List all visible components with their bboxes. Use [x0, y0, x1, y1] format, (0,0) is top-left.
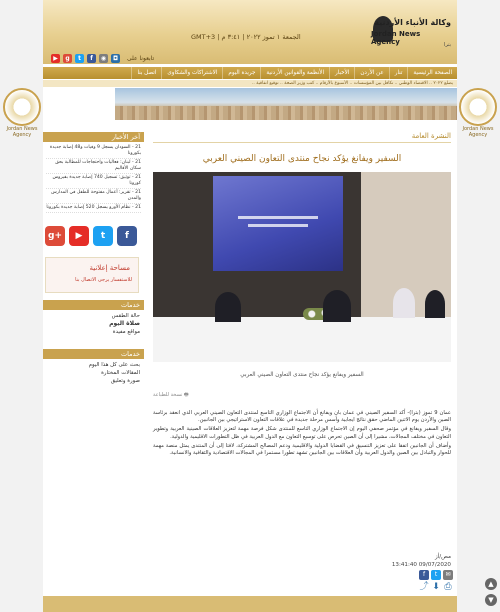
print-link[interactable]	[153, 392, 189, 400]
service-item-links[interactable]: مواقع مفيدة	[112, 329, 140, 335]
article-photo	[153, 172, 451, 362]
right-emblem-logo: Jordan News Agency	[458, 88, 498, 148]
article-tools	[419, 582, 453, 592]
twitter-share-icon[interactable]: t	[431, 570, 441, 580]
nav-item-contact[interactable]: اتصل بنا	[131, 67, 161, 79]
photo-caption: السفير ويفانغ يؤكد نجاح منتدى التعاون الصيني العربي	[240, 372, 364, 378]
agency-subtitle: بترا	[443, 42, 451, 48]
agency-logo[interactable]	[371, 16, 451, 52]
youtube-icon[interactable]: ▶	[69, 226, 89, 246]
news-ticker[interactable]: يضلع ٢٠٢٢ .. الاقتصاد الوطني .. تكافل بين المؤسسات .. الأسبوع بالأرقام .. كتب وزير الصحة .. توقيع اتفاقية ..	[43, 80, 457, 87]
site-footer	[43, 596, 457, 612]
agency-name-en: Jordan News Agency	[371, 30, 421, 46]
instagram-icon[interactable]: ◘	[112, 55, 119, 62]
projector-screen	[213, 176, 343, 271]
facebook-icon[interactable]: f	[87, 54, 96, 63]
share-icon[interactable]: ⤴	[419, 582, 429, 592]
article-paragraph: وأضاف أن الجانبين اتفقا على تعزيز التنسيق في القضايا الدولية والاقليمية ودعم المصالح المشتركة، لافتا إلى أن المنتدى يمثل منصة مهمة للحوار والتبادل بين الصين والدول العربية وأن العلاقات بين الجانبين تشهد تطورا مستمرا في المجالات الاقتصادية والثقافية والانسانية.	[153, 442, 451, 457]
latest-news-item[interactable]: 21 - لبنان: فعاليات واحتجاجات للمطالبة بحق سكان الأقاليم	[46, 159, 141, 174]
share-buttons	[419, 570, 453, 580]
breadcrumb[interactable]: النشرة العامة	[411, 132, 451, 140]
article-title: السفير ويفانغ يؤكد نجاح منتدى التعاون الصيني العربي	[202, 154, 402, 164]
rss-icon[interactable]: ◉	[100, 55, 107, 62]
service2-item[interactable]: المقالات المختارة	[101, 370, 140, 376]
latest-news-item[interactable]: 21 - تقرير: أعمال مفتوحة للطفل في المدارس والمدن	[46, 189, 141, 204]
article-timestamp: 09/07/2020 13:41:40	[391, 562, 451, 568]
services2-list	[43, 361, 144, 385]
latest-news-heading: آخر الأخبار	[43, 132, 144, 142]
scroll-up-icon[interactable]: ▲	[485, 578, 497, 590]
latest-news-item[interactable]: 21 - السودان يسجل 9 وفيات و48 إصابة جديدة بكورونا	[46, 144, 141, 159]
article-editor: مص/أز	[435, 554, 451, 560]
service2-item[interactable]: بحث على كل هذا اليوم	[88, 362, 140, 368]
breadcrumb-divider	[153, 142, 451, 143]
nav-item-about-jordan[interactable]: عن الأردن	[354, 67, 388, 79]
services2-heading: خدمات	[43, 349, 144, 359]
follow-us-label: تابعونا على	[127, 55, 155, 62]
main-nav	[43, 67, 457, 79]
service-item-weather[interactable]: حالة الطقس	[111, 313, 140, 319]
left-emblem-logo: Jordan News Agency	[2, 88, 42, 148]
print-label: نسخة للطباعة	[153, 392, 183, 398]
article-paragraph: وقال السفير ويفانغ في مؤتمر صحفي اليوم إن الاجتماع الوزاري التاسع للمنتدى شكل فرصة مهمة لتعزيز العلاقات الصينية العربية وتطوير التعاون في مختلف المجالات، مشيرا إلى أن الصين تحرص على توسيع التعاون مع الدول العربية في ظل التطورات الاقليمية والدولية.	[153, 426, 451, 440]
page-container	[43, 0, 457, 612]
sidebar	[43, 132, 144, 215]
nav-item-subscriptions[interactable]: الاشتراكات والشكاوى	[161, 67, 222, 79]
nav-item-news[interactable]: الأخبار	[329, 67, 354, 79]
header-social-links	[51, 54, 154, 63]
city-banner-image	[115, 88, 457, 120]
facebook-icon[interactable]: f	[117, 226, 137, 246]
facebook-share-icon[interactable]: f	[419, 570, 429, 580]
sidebar-social-links	[45, 226, 137, 246]
site-header	[43, 0, 457, 64]
print-tool-icon[interactable]: ⎙	[444, 582, 452, 592]
twitter-icon[interactable]: t	[75, 54, 84, 63]
email-share-icon[interactable]: ✉	[443, 570, 453, 580]
latest-news-list	[43, 142, 144, 215]
latest-news-item[interactable]: 21 - توثيق: تسجيل 740 إصابة جديدة بفيروس كورونا	[46, 174, 141, 189]
ad-space[interactable]	[45, 257, 139, 293]
googleplus-icon[interactable]: g+	[45, 226, 65, 246]
youtube-icon[interactable]: ▶	[51, 54, 60, 63]
nav-item-home[interactable]: الصفحة الرئيسية	[407, 67, 457, 79]
twitter-icon[interactable]: t	[93, 226, 113, 246]
ad-subtitle: للاستفسار يرجى الاتصال بنا	[75, 277, 132, 283]
services-list	[43, 312, 144, 336]
download-icon[interactable]: ⬇	[432, 582, 440, 592]
nav-item-2[interactable]: تنار	[389, 67, 408, 79]
nav-item-laws[interactable]: الأنظمة والقوانين الأردنية	[260, 67, 329, 79]
services-heading: خدمات	[43, 300, 144, 310]
googleplus-icon[interactable]: g	[63, 54, 72, 63]
agency-name-ar: وكالة الأنباء الأردنية	[374, 18, 451, 27]
ad-title: مساحة إعلانية	[89, 264, 130, 272]
nav-item-newspaper[interactable]: جريدة اليوم	[222, 67, 260, 79]
article-paragraph: عمان 9 تموز (بترا)- أكد السفير الصيني في عمان بان ويفانغ أن الاجتماع الوزاري التاسع لمنتدى التعاون الصيني العربي الذي انعقد برئاسة الصين والأردن يوم الاثنين الماضي حقق نتائج ايجابية وأسس مرحلة جديدة في علاقات التعاون الاستراتيجي بين الجانبين.	[153, 410, 452, 424]
header-date: الجمعة ١ تموز ٢٠٢٢ | ٣:٤١ م | GMT+3	[191, 33, 301, 41]
service-item-prayer[interactable]: صلاة اليوم	[109, 320, 140, 327]
article-meta	[392, 553, 451, 569]
service2-item[interactable]: صورة وتعليق	[110, 378, 140, 384]
latest-news-item[interactable]: 21 - نظام الأورو يسجل 520 إصابة جديدة بكورونا	[46, 204, 141, 213]
article-body	[153, 410, 451, 459]
print-icon: 🖶	[183, 392, 189, 398]
scroll-down-icon[interactable]: ▼	[485, 594, 497, 606]
